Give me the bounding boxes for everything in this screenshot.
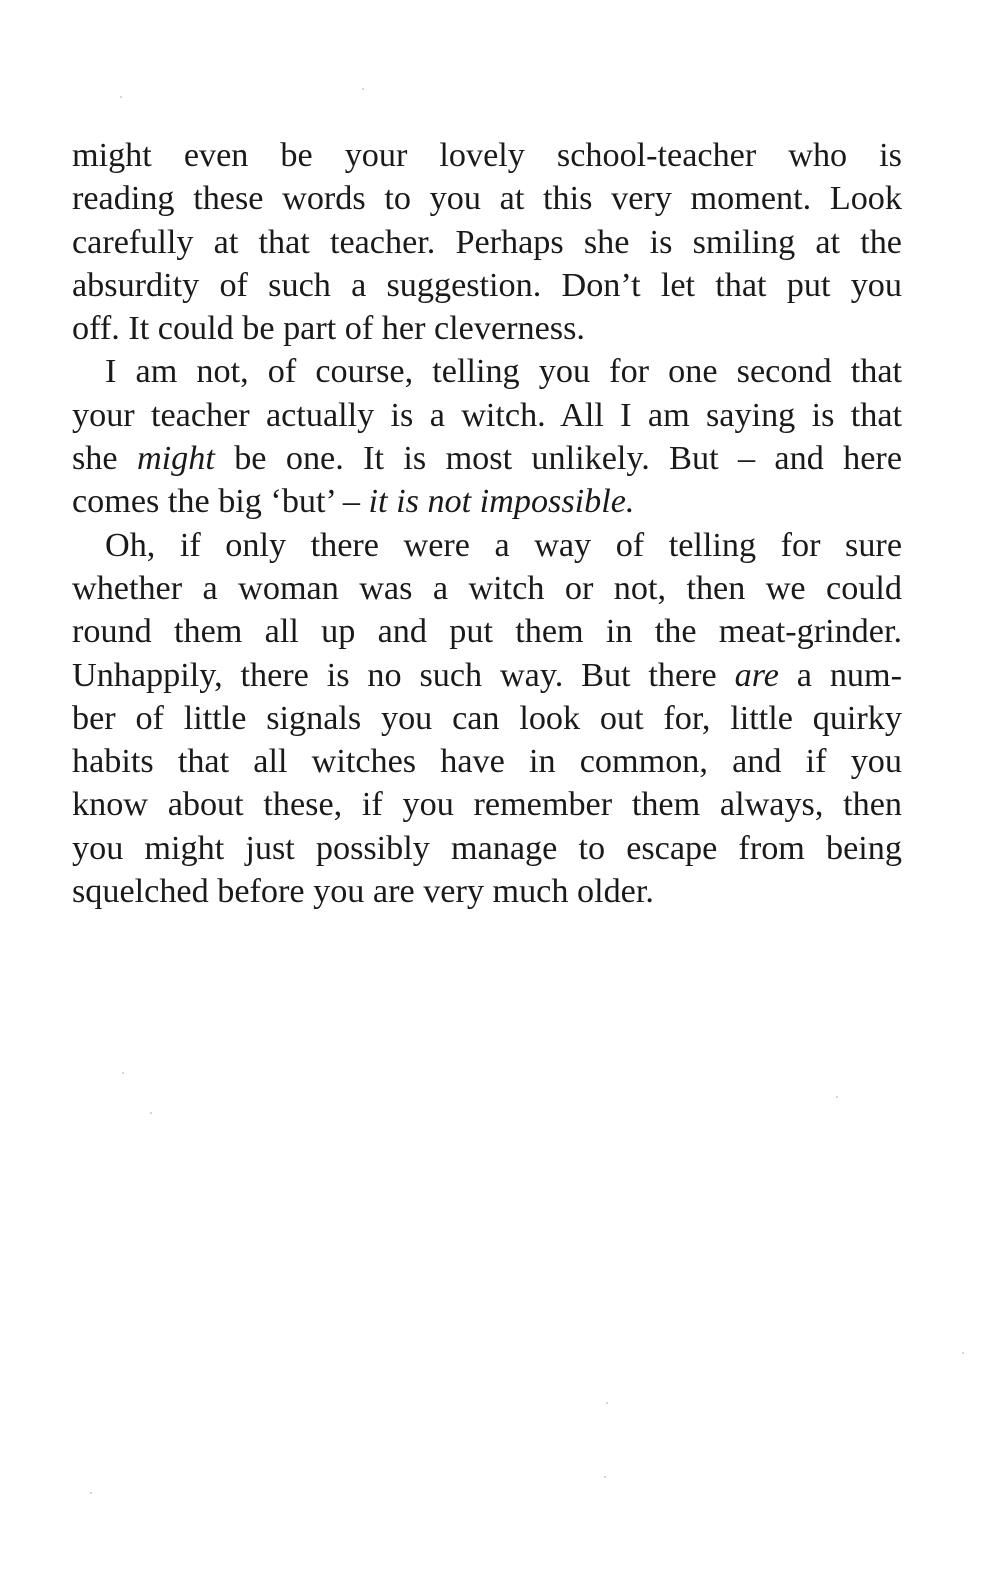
italic-emphasis: might [136,440,215,478]
text-line: Oh, if only there were a way of telling for sure [105,526,902,564]
scan-speck [90,1492,92,1494]
text-line [72,654,902,697]
text-line: might even be your lovely school-teacher who is [72,137,902,174]
italic-emphasis: are [734,656,779,694]
text-line: absurdity of such a suggestion. Don’t let that put you [72,266,902,304]
text-line: I am not, of course, telling you for one second that [105,353,902,391]
paragraph-2 [72,350,902,523]
text-run: Unhappily, there is no such way. But there [72,656,735,694]
text-line [72,437,902,480]
scan-speck [362,88,364,90]
text-line: whether a woman was a witch or not, then we could [72,569,902,607]
text-run: a num- [778,656,903,694]
text-run: be one. It is most unlikely. But – and here [214,440,902,478]
text-run: she [72,440,137,478]
scan-speck [836,1096,838,1098]
text-line: round them all up and put them in the meat-grinder. [72,613,902,651]
body-text [72,134,902,913]
text-line: habits that all witches have in common, and if you [72,743,902,781]
paragraph-1 [72,134,902,350]
text-line: squelched before you are very much older. [72,873,654,911]
text-run: comes the big ‘but’ – [72,483,369,521]
scan-speck [962,1352,964,1354]
scan-speck [120,96,122,98]
text-line [72,480,902,523]
text-line: off. It could be part of her cleverness. [72,310,585,348]
text-line: you might just possibly manage to escape from being [72,829,902,867]
scan-speck [122,1072,124,1074]
paragraph-3 [72,524,902,914]
text-line: carefully at that teacher. Perhaps she is smiling at the [72,223,902,261]
scan-speck [606,1402,608,1404]
italic-emphasis: it is not impossible. [368,483,635,521]
scan-speck [604,1476,606,1478]
text-line: your teacher actually is a witch. All I am saying is that [72,396,902,434]
text-line: know about these, if you remember them always, then [72,786,902,824]
scan-speck [150,1112,152,1114]
text-line: ber of little signals you can look out for, little quirky [72,699,902,737]
text-line: reading these words to you at this very moment. Look [72,180,902,218]
